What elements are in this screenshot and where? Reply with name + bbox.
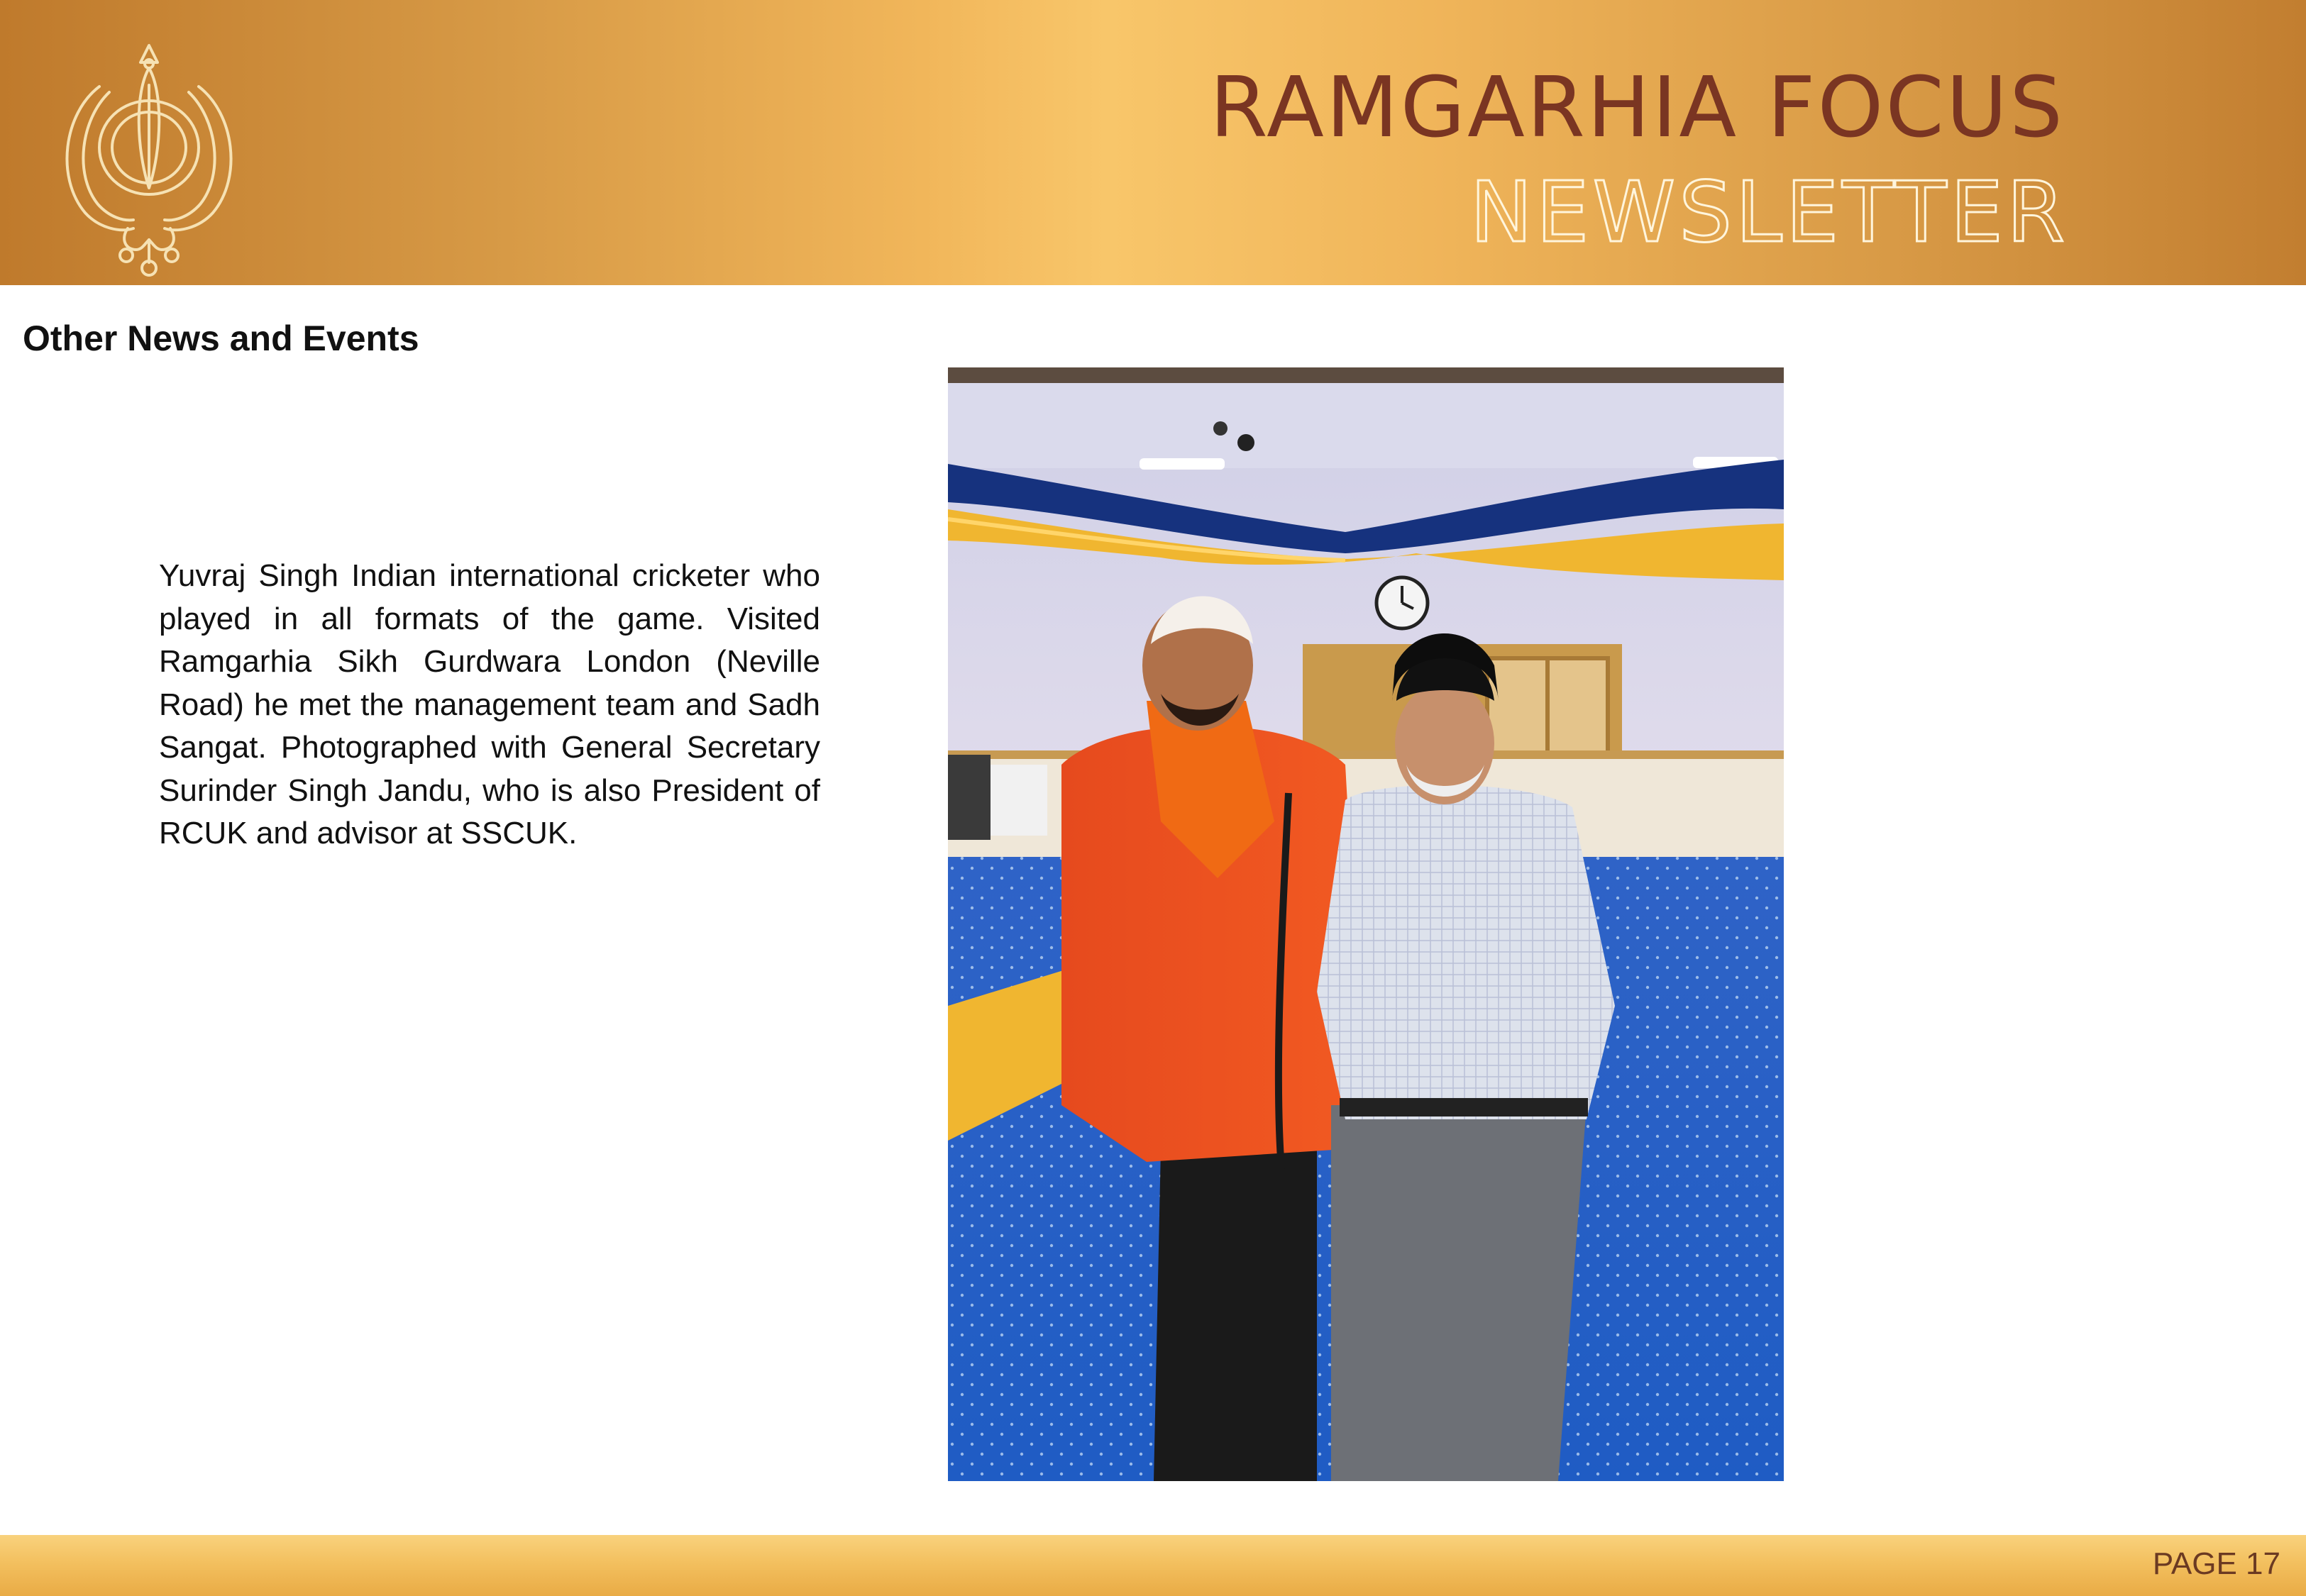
section-heading: Other News and Events (23, 318, 419, 358)
newsletter-title-secondary: NEWSLETTER (1469, 163, 2068, 261)
page-number: PAGE 17 (2152, 1546, 2280, 1581)
footer-band (0, 1535, 2306, 1596)
newsletter-header (0, 0, 2306, 285)
article-paragraph: Yuvraj Singh Indian international cricketer who played in all formats of the game. Visited Ramgarhia Sikh Gurdwara London (Neville Road) he met the management team and Sadh Sangat. Photographed with General Secretary Surinder Singh Jandu, who is also President of RCUK and advisor at SSCUK. (159, 558, 820, 850)
event-photograph (948, 367, 1784, 1481)
khanda-emblem-icon (57, 43, 241, 280)
newsletter-title-primary: RAMGARHIA FOCUS (1209, 58, 2065, 156)
